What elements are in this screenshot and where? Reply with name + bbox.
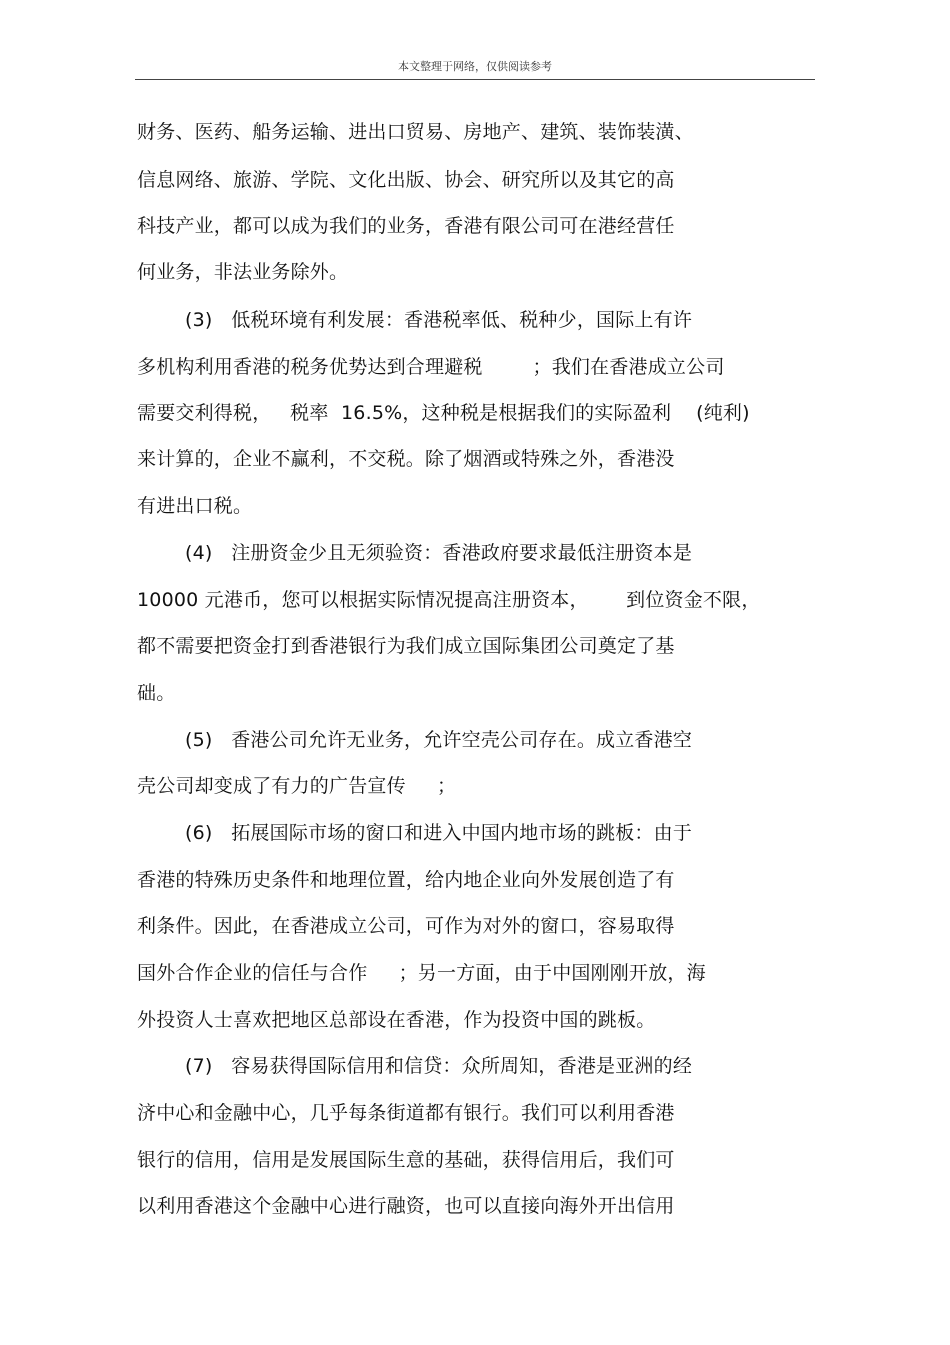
body-line: 来计算的，企业不赢利，不交税。除了烟酒或特殊之外，香港没 <box>137 448 675 470</box>
body-line: 10000 元港币，您可以根据实际情况提高注册资本， 到位资金不限， <box>137 589 761 611</box>
body-line: 多机构利用香港的税务优势达到合理避税 ；我们在香港成立公司 <box>137 356 725 378</box>
body-line: 信息网络、旅游、学院、文化出版、协会、研究所以及其它的高 <box>137 169 675 191</box>
body-line: 国外合作企业的信任与合作 ；另一方面，由于中国刚刚开放，海 <box>137 962 706 984</box>
body-line: 银行的信用，信用是发展国际生意的基础，获得信用后，我们可 <box>137 1149 675 1171</box>
body-line: 础。 <box>137 682 176 704</box>
body-line: 外投资人士喜欢把地区总部设在香港，作为投资中国的跳板。 <box>137 1009 656 1031</box>
body-line: 利条件。因此，在香港成立公司，可作为对外的窗口，容易取得 <box>137 915 675 937</box>
body-line: 科技产业，都可以成为我们的业务，香港有限公司可在港经营任 <box>137 215 675 237</box>
body-line: (3) 低税环境有利发展：香港税率低、税种少，国际上有许 <box>185 309 693 331</box>
body-line: 以利用香港这个金融中心进行融资，也可以直接向海外开出信用 <box>137 1195 675 1217</box>
body-line: 需要交利得税， 税率 16.5%，这种税是根据我们的实际盈利 (纯利) <box>137 402 750 424</box>
body-line: 财务、医药、船务运输、进出口贸易、房地产、建筑、装饰装潢、 <box>137 121 694 143</box>
body-line: (6) 拓展国际市场的窗口和进入中国内地市场的跳板：由于 <box>185 822 693 844</box>
body-line: 都不需要把资金打到香港银行为我们成立国际集团公司奠定了基 <box>137 635 675 657</box>
body-line: 壳公司却变成了有力的广告宣传 ； <box>137 775 457 797</box>
body-line: (5) 香港公司允许无业务，允许空壳公司存在。成立香港空 <box>185 729 693 751</box>
body-line: (4) 注册资金少且无须验资：香港政府要求最低注册资本是 <box>185 542 693 564</box>
page-header-note: 本文整理于网络，仅供阅读参考 <box>398 60 552 73</box>
body-line: 何业务，非法业务除外。 <box>137 261 349 283</box>
body-line: 济中心和金融中心，几乎每条街道都有银行。我们可以利用香港 <box>137 1102 675 1124</box>
body-line: 有进出口税。 <box>137 495 253 517</box>
body-line: (7) 容易获得国际信用和信贷：众所周知，香港是亚洲的经 <box>185 1055 693 1077</box>
body-line: 香港的特殊历史条件和地理位置，给内地企业向外发展创造了有 <box>137 869 675 891</box>
